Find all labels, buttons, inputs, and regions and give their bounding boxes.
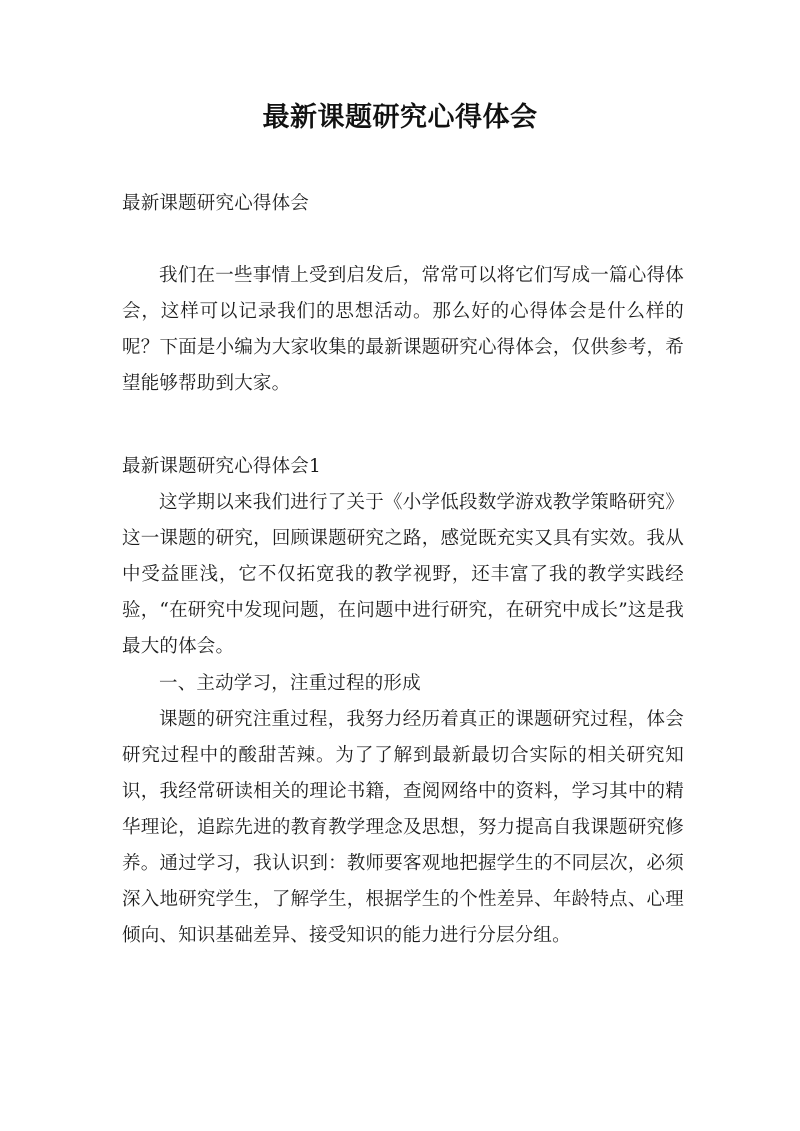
section-heading: 最新课题研究心得体会1 — [122, 456, 321, 477]
point-1-heading: 一、主动学习，注重过程的形成 — [159, 673, 421, 694]
document-subtitle: 最新课题研究心得体会 — [122, 193, 310, 214]
paragraph-2: 课题的研究注重过程，我努力经历着真正的课题研究过程，体会研究过程中的酸甜苦辣。为了了解到最新最切合实际的相关研究知识，我经常研读相关的理论书籍，查阅网络中的资料，学习其中的精华理论，追踪先进的教育教学理念及思想，努力提高自我课题研究修养。通过学习，我认识到：教师要客观地把握学生的不同层次，必须深入地研究学生，了解学生，根据学生的个性差异、年龄特点、心理倾向、知识基础差异、接受知识的能力进行分层分组。 — [122, 709, 684, 946]
paragraph-1: 这学期以来我们进行了关于《小学低段数学游戏教学策略研究》这一课题的研究，回顾课题研究之路，感觉既充实又具有实效。我从中受益匪浅，它不仅拓宽我的教学视野，还丰富了我的教学实践经验，“在研究中发现问题，在问题中进行研究，在研究中成长”这是我最大的体会。 — [122, 492, 684, 657]
document-title: 最新课题研究心得体会 — [262, 102, 538, 133]
intro-paragraph: 我们在一些事情上受到启发后，常常可以将它们写成一篇心得体会，这样可以记录我们的思想活动。那么好的心得体会是什么样的呢？下面是小编为大家收集的最新课题研究心得体会，仅供参考，希望能够帮助到大家。 — [122, 265, 684, 394]
